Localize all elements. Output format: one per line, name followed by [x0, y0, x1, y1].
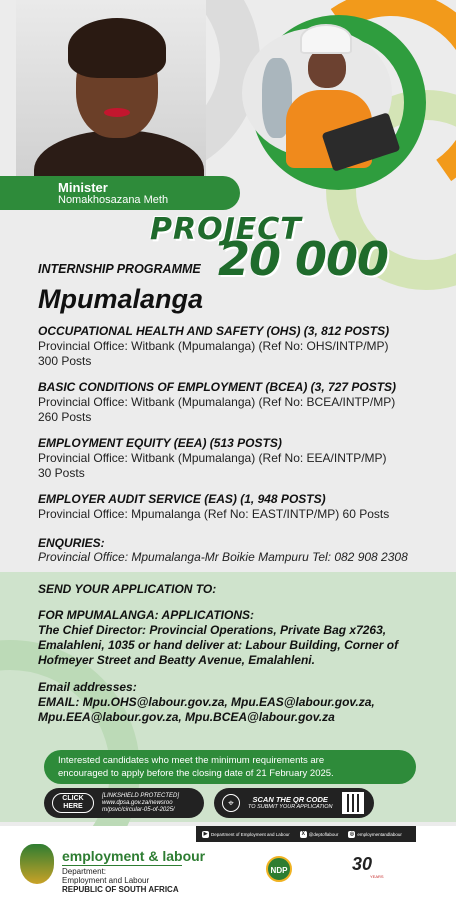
post-heading: EMPLOYER AUDIT SERVICE (EAS) (1, 948 POSTS) [38, 492, 326, 506]
minister-name: Nomakhosazana Meth [58, 194, 169, 206]
post-count: 30 Posts [38, 466, 85, 480]
province-heading: Mpumalanga [38, 284, 204, 314]
qr-sublabel: TO SUBMIT YOUR APPLICATION [248, 804, 333, 810]
footer [0, 826, 456, 900]
badge-text: HERE [63, 803, 83, 810]
youtube-facebook-icon: ▶ [203, 830, 208, 837]
scan-icon: ⌖ [222, 794, 240, 812]
social-label: @deptoflabour [308, 831, 339, 837]
email-addresses: EMAIL: Mpu.OHS@labour.gov.za, Mpu.EAS@labour.gov.za, [38, 695, 375, 709]
badge-text: CLICK [62, 795, 84, 802]
social-label: Department of Employment and Labour [211, 831, 290, 837]
notice-line: Interested candidates who meet the minimum requirements are [58, 755, 325, 766]
minister-portrait [16, 0, 206, 185]
social-bar [196, 826, 416, 842]
programme-label: INTERNSHIP PROGRAMME [38, 262, 201, 276]
country-label: REPUBLIC OF SOUTH AFRICA [62, 885, 179, 894]
enquiries-heading: ENQURIES: [38, 536, 105, 550]
circular-link[interactable] [102, 793, 179, 814]
divider [62, 865, 182, 866]
qr-label: SCAN THE QR CODE [252, 795, 328, 804]
post-heading: BASIC CONDITIONS OF EMPLOYMENT (BCEA) (3, 727 POSTS) [38, 380, 397, 394]
thirty-years-label: YEARS [370, 874, 384, 879]
minister-title: Minister [58, 180, 108, 195]
post-office: Provincial Office: Witbank (Mpumalanga) (Ref No: BCEA/INTP/MP) [38, 395, 396, 409]
list-item [38, 436, 438, 481]
ndp-logo: NDP [266, 856, 292, 882]
link-text: www.dpsa.gov.za/newsroo [102, 799, 173, 806]
list-item [38, 324, 438, 369]
post-heading: OCCUPATIONAL HEALTH AND SAFETY (OHS) (3, 812 POSTS) [38, 324, 390, 338]
qr-code-icon[interactable] [342, 792, 364, 814]
enquiries [38, 536, 448, 565]
link-text: [LINKSHIELD PROTECTED] [102, 792, 180, 799]
notice-line: encouraged to apply before the closing date of 21 February 2025. [58, 768, 334, 779]
social-x[interactable] [300, 831, 339, 838]
link-text: m/psvc/circular-05-of-2025/ [102, 806, 175, 813]
post-office: Provincial Office: Mpumalanga (Ref No: EAST/INTP/MP) 60 Posts [38, 507, 390, 521]
closing-date-notice [44, 750, 416, 784]
social-instagram[interactable] [348, 831, 402, 838]
post-count: 300 Posts [38, 354, 92, 368]
click-here-badge[interactable] [52, 793, 94, 813]
project-number: 20 000 [218, 232, 389, 286]
qr-code-button[interactable] [214, 788, 374, 818]
post-heading: EMPLOYMENT EQUITY (EEA) (513 POSTS) [38, 436, 282, 450]
worker-photo [232, 18, 402, 168]
post-office: Provincial Office: Witbank (Mpumalanga) (Ref No: EEA/INTP/MP) [38, 451, 387, 465]
department-name: employment & labour [62, 848, 206, 864]
x-icon: X [301, 830, 305, 837]
list-item [38, 380, 438, 425]
social-label: employmentandlabour [357, 831, 402, 837]
department-label: Employment and Labour [62, 876, 150, 885]
application-address: The Chief Director: Provincial Operations, Private Bag x7263, Emalahleni, 1035 or hand deliver at: Labour Building, Corner of Hofmeyer Street and Beatty Avenue, Emalahleni. [38, 623, 399, 667]
post-office: Provincial Office: Witbank (Mpumalanga) (Ref No: OHS/INTP/MP) [38, 339, 389, 353]
coat-of-arms-icon [20, 844, 54, 884]
project-title: PROJECT [150, 212, 302, 247]
list-item [38, 492, 438, 522]
email-heading: Email addresses: [38, 680, 137, 694]
department-label: Department: [62, 867, 107, 876]
minister-label [0, 176, 240, 210]
application-subheading: FOR MPUMALANGA: APPLICATIONS: [38, 608, 254, 622]
enquiries-text: Provincial Office: Mpumalanga-Mr Boikie Mampuru Tel: 082 908 2308 [38, 550, 408, 564]
email-addresses: Mpu.EEA@labour.gov.za, Mpu.BCEA@labour.gov.za [38, 710, 335, 724]
post-count: 260 Posts [38, 410, 92, 424]
application-info [38, 582, 438, 725]
instagram-icon: ◎ [349, 830, 355, 837]
thirty-years-logo: 30 [352, 854, 373, 874]
posts-list [38, 324, 438, 533]
social-facebook[interactable] [202, 831, 290, 838]
click-here-button[interactable] [44, 788, 204, 818]
application-heading: SEND YOUR APPLICATION TO: [38, 582, 217, 596]
